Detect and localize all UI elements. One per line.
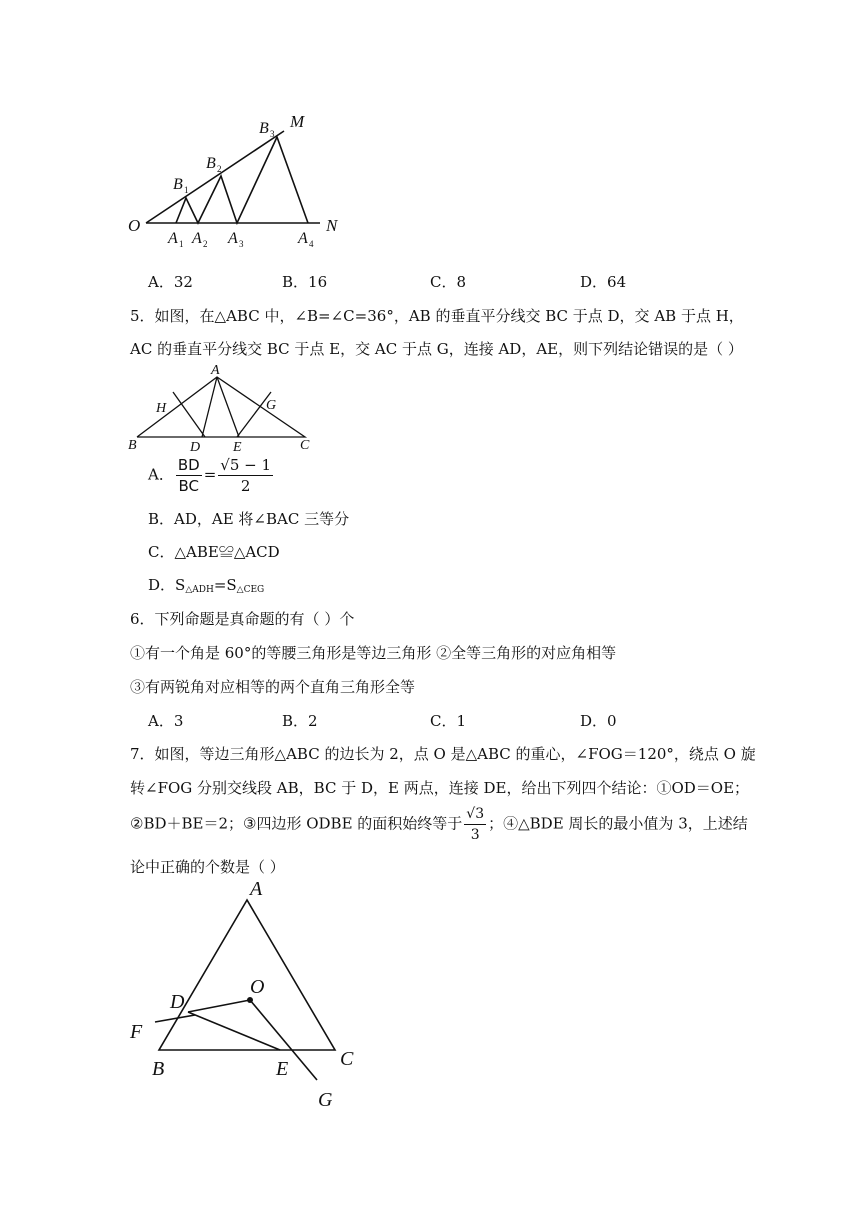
q5-figure [125,362,320,454]
label-N: N [326,216,338,235]
svg-text:B: B [206,155,216,172]
q7-line3: ②BD＋BE＝2；③四边形 ODBE 的面积始终等于 $\frac{√3}{3}$ ；④△BDE 周长的最小值为 3，上述结 [130,806,748,843]
svg-text:B: B [173,176,183,193]
svg-text:3: 3 [239,239,244,249]
q7-label-G: G [318,1089,333,1111]
q4-option-a: A．32 [148,273,193,291]
q4-option-b: B．16 [282,273,328,291]
svg-text:D: D [190,440,201,454]
svg-text:2: 2 [217,164,222,174]
q7-line1: 7．如图，等边三角形△ABC 的边长为 2，点 O 是△ABC 的重心，∠FOG＝120°，绕点 O 旋 [130,745,756,763]
svg-text:1: 1 [184,185,189,195]
q5-option-a: A． $\frac{BD}{BC}$ = $\frac{√5 - 1}{2}$ [148,456,272,495]
q6-line2: ①有一个角是 60°的等腰三角形是等边三角形 ②全等三角形的对应角相等 [130,644,617,662]
q4-option-d: D．64 [580,273,627,291]
svg-text:E: E [233,440,242,454]
svg-text:A: A [192,230,202,247]
svg-text:A: A [168,230,178,247]
q7-figure [120,875,370,1115]
svg-text:2: 2 [203,239,208,249]
svg-text:A: A [228,230,238,247]
q7-label-O: O [250,976,265,998]
q7-label-E: E [276,1058,289,1080]
label-M: M [290,112,305,131]
svg-text:B: B [259,120,269,137]
q5-option-d: D．$S_{\triangle ADH}=S_{\triangle CEG}$ [148,576,265,595]
q7-label-B: B [152,1058,165,1080]
q5-option-c: C．△ABE≌△ACD [148,543,280,561]
svg-text:A: A [211,363,220,378]
q6-line1: 6．下列命题是真命题的有（ ）个 [130,610,355,628]
svg-text:B: B [128,438,137,453]
q6-option-d: D．0 [580,712,617,730]
q4-option-c: C．8 [430,273,467,291]
q5-option-b: B．AD，AE 将∠BAC 三等分 [148,510,350,528]
q7-line4: 论中正确的个数是（ ） [130,858,285,876]
svg-text:1: 1 [179,239,184,249]
svg-text:H: H [156,401,167,416]
q7-line2: 转∠FOG 分别交线段 AB，BC 于 D，E 两点，连接 DE，给出下列四个结论：①OD＝OE； [130,779,750,797]
q5-line1: 5．如图，在△ABC 中，∠B=∠C=36°，AB 的垂直平分线交 BC 于点 D，交 AB 于点 H， [130,307,744,325]
q7-label-A: A [250,878,263,900]
q7-label-F: F [130,1021,143,1043]
q6-option-a: A．3 [148,712,184,730]
q5-line2: AC 的垂直平分线交 BC 于点 E，交 AC 于点 G，连接 AD，AE，则下列结论错误的是（ ） [130,340,743,358]
svg-text:A: A [298,230,308,247]
svg-text:3: 3 [270,129,275,139]
svg-text:4: 4 [309,239,314,249]
q4-figure [120,105,360,255]
q6-line3: ③有两锐角对应相等的两个直角三角形全等 [130,678,416,696]
q7-label-C: C [340,1048,354,1070]
q6-option-c: C．1 [430,712,467,730]
svg-text:C: C [300,438,310,453]
q6-option-b: B．2 [282,712,318,730]
q7-label-D: D [170,991,185,1013]
label-O: O [128,216,141,235]
svg-text:G: G [266,398,277,413]
